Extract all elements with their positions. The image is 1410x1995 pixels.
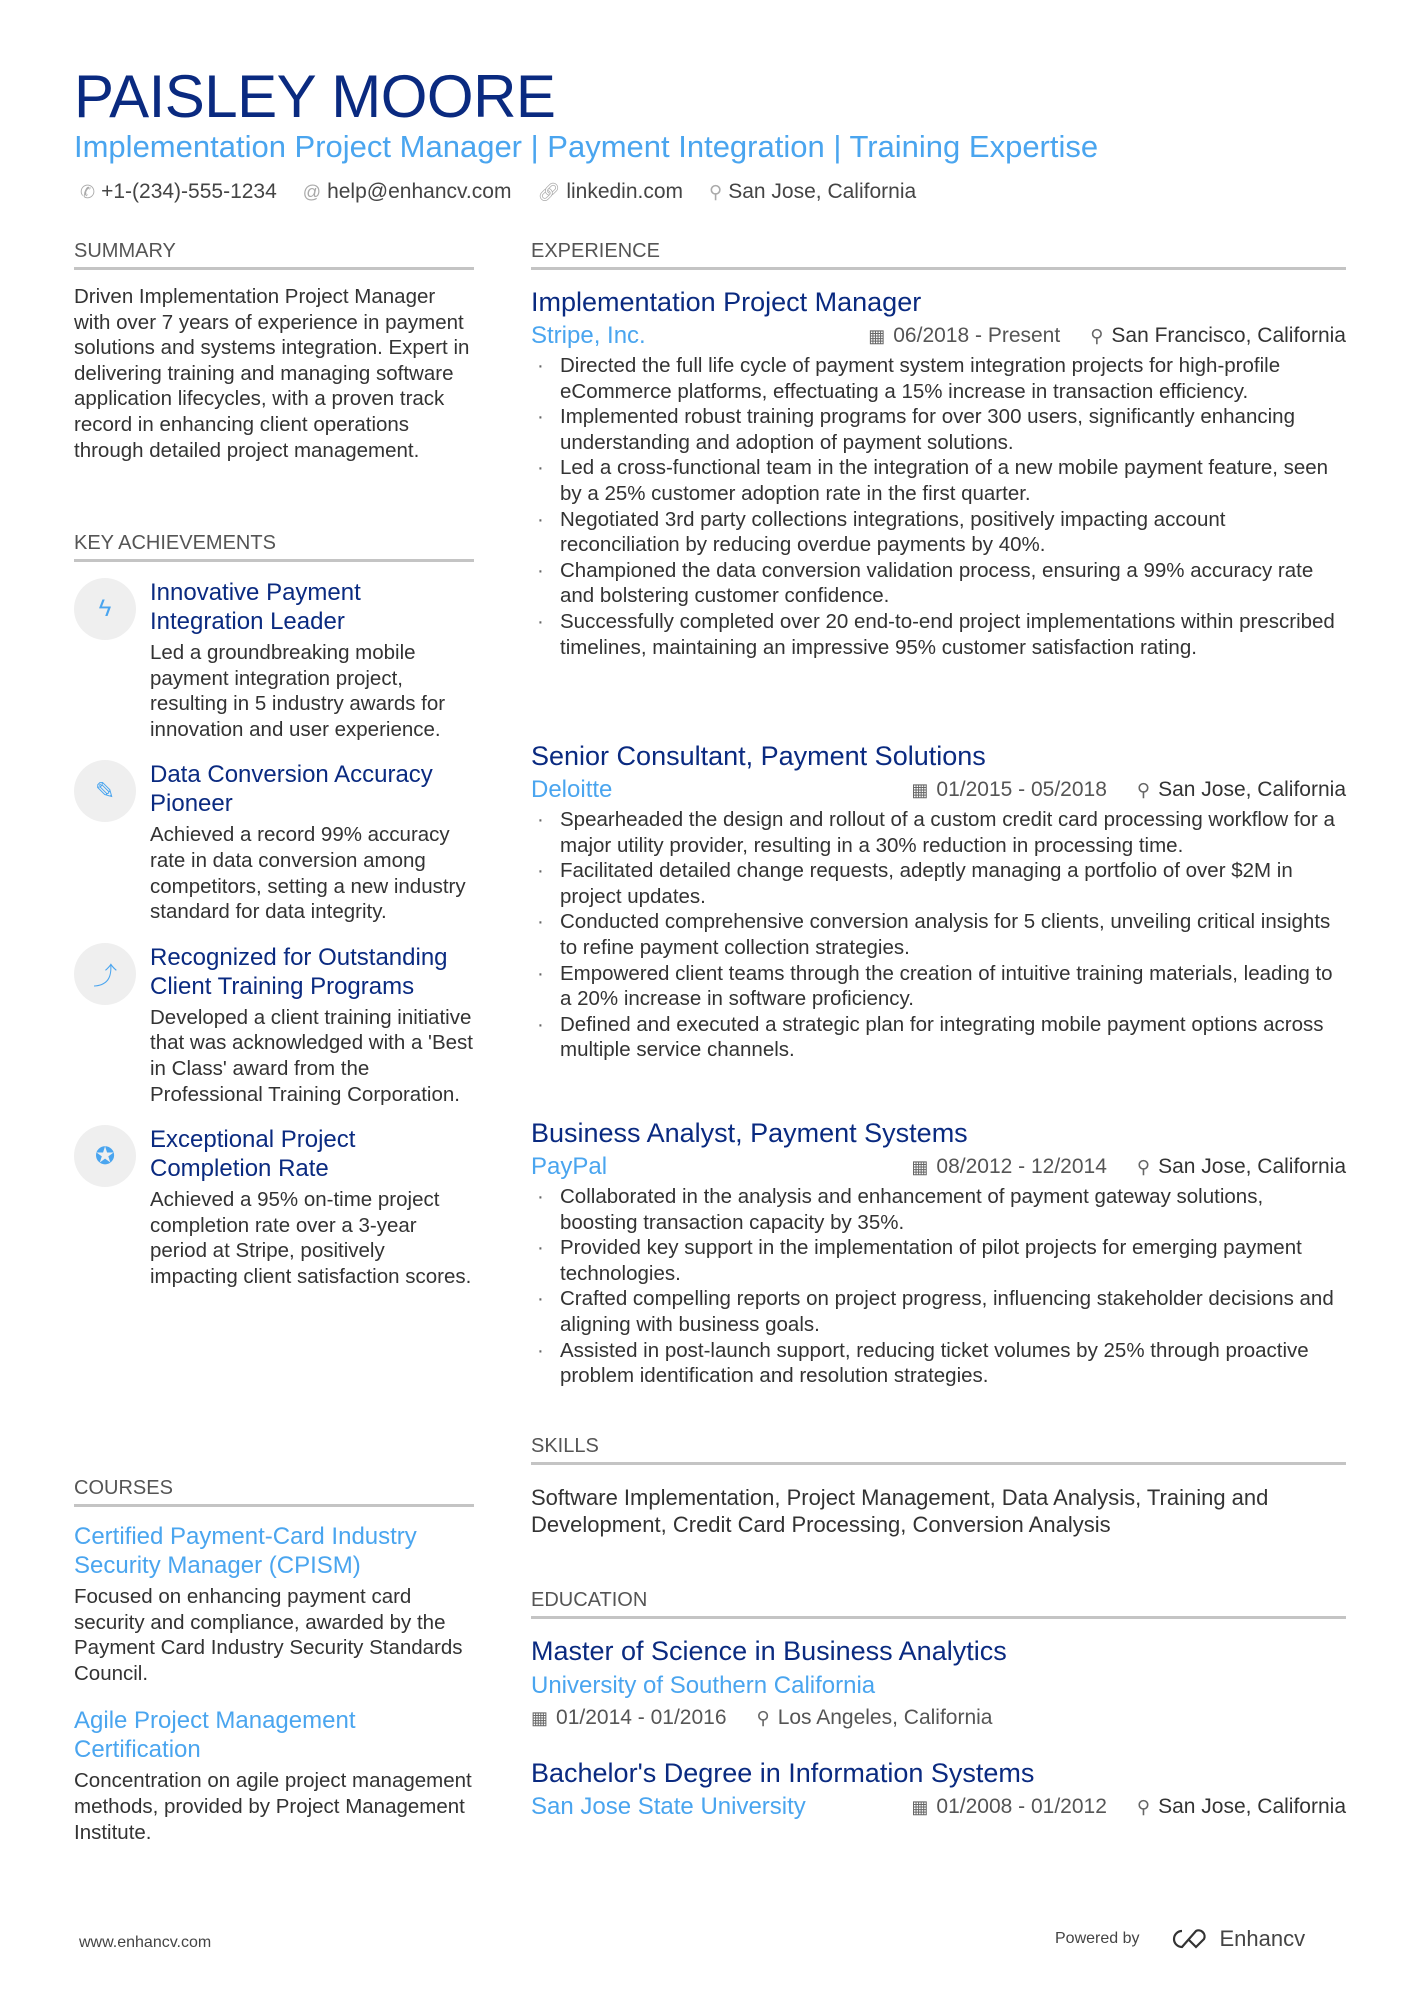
achievement-item: ✎ Data Conversion Accuracy Pioneer Achieved a record 99% accuracy rate in data conversion among competitors, setting a new industry standard for data integrity. — [74, 760, 474, 924]
enhancv-logo[interactable]: Enhancv — [1166, 1926, 1306, 1952]
courses-heading: COURSES — [74, 1475, 474, 1507]
job-bullets: · Spearheaded the design and rollout of a custom credit card processing workflow for a major utility provider, resulting in a 30% reduction in processing time. · Facilitated detailed change requests, adeptly managing a portfolio of over $2M in project updates. · Conducted comprehensive conversion analysis for 5 clients, unveiling critical insights to refine payment collection strategies. · Empowered client teams through the creation of intuitive training materials, leading to a 20% increase in software proficiency. · Defined and executed a strategic plan for integrating mobile payment options across multiple service channels. — [531, 807, 1346, 1063]
contact-location: ⚲ San Jose, California — [709, 180, 917, 203]
headline: Implementation Project Manager | Payment Integration | Training Expertise — [74, 129, 1099, 164]
footer-website[interactable]: www.enhancv.com — [79, 1934, 212, 1951]
achievements-list — [74, 578, 474, 1290]
course-item: Certified Payment-Card Industry Security Manager (CPISM) Focused on enhancing payment card security and compliance, awarded by the Payment Card Industry Security Standards Council. — [74, 1523, 463, 1685]
contact-email[interactable]: @ help@enhancv.com — [302, 180, 512, 203]
calendar-icon: ▦ — [911, 1797, 929, 1817]
footer-branding — [1055, 1926, 1305, 1952]
magic-wand-icon: ✎ — [74, 760, 136, 822]
contact-bar — [80, 178, 916, 206]
achievement-item: ✪ Exceptional Project Completion Rate Achieved a 95% on-time project completion rate over a 3-year period at Stripe, positively impacting client satisfaction scores. — [74, 1125, 474, 1289]
school-name: University of Southern California — [531, 1672, 876, 1699]
location-icon: ⚲ — [709, 182, 723, 202]
job-entry: Business Analyst, Payment Systems PayPal ▦ 08/2012 - 12/2014 ⚲ San Jose, California · Collaborated in the analysis and enhancement of payment gateway solutions, boosting transaction capacity by 35%. · Provided key support in the implementation of pilot projects for emerging payment technologies. · Crafted compelling reports on project progress, influencing stakeholder decisions and aligning with business goals. · Assisted in post-launch support, reducing ticket volumes by 25% through proactive problem identification and resolution strategies. — [531, 1116, 1346, 1389]
skills-text: Software Implementation, Project Management, Data Analysis, Training and Development, Credit Card Processing, Conversion Analysis — [531, 1485, 1269, 1537]
location-icon: ⚲ — [1136, 780, 1151, 800]
job-entry: Senior Consultant, Payment Solutions Deloitte ▦ 01/2015 - 05/2018 ⚲ San Jose, California · Spearheaded the design and rollout of a custom credit card processing workflow for a major utility provider, resulting in a 30% reduction in processing time. · Facilitated detailed change requests, adeptly managing a portfolio of over $2M in project updates. · Conducted comprehensive conversion analysis for 5 clients, unveiling critical insights to refine payment collection strategies. · Empowered client teams through the creation of intuitive training materials, leading to a 20% increase in software proficiency. · Defined and executed a strategic plan for integrating mobile payment options across multiple service channels. — [531, 739, 1346, 1063]
calendar-icon: ▦ — [911, 780, 929, 800]
achievements-heading: KEY ACHIEVEMENTS — [74, 530, 474, 562]
school-name: San Jose State University — [531, 1793, 806, 1820]
location-icon: ⚲ — [1136, 1157, 1151, 1177]
award-icon: ✪ — [74, 1125, 136, 1187]
summary-heading: SUMMARY — [74, 238, 474, 270]
achievement-item: ϟ Innovative Payment Integration Leader Led a groundbreaking mobile payment integration project, resulting in 5 industry awards for innovation and user experience. — [74, 578, 474, 742]
course-item: Agile Project Management Certification Concentration on agile project management methods, provided by Project Management Institute. — [74, 1707, 472, 1844]
candidate-name: PAISLEY MOORE — [74, 63, 556, 130]
education-heading: EDUCATION — [531, 1587, 1346, 1619]
location-icon: ⚲ — [1136, 1797, 1151, 1817]
calendar-icon: ▦ — [531, 1708, 549, 1728]
calendar-icon: ▦ — [868, 326, 886, 346]
contact-linkedin[interactable]: 🔗︎ linkedin.com — [537, 180, 684, 203]
contact-phone: ✆ +1-(234)-555-1234 — [80, 180, 277, 203]
job-bullets: · Directed the full life cycle of payment system integration projects for high-profile eCommerce platforms, effectuating a 15% increase in transaction efficiency. · Implemented robust training programs for over 300 users, significantly enhancing understanding and adoption of payment solutions. · Led a cross-functional team in the integration of a new mobile payment feature, seen by a 25% customer adoption rate in the first quarter. · Negotiated 3rd party collections integrations, positively impacting account reconciliation by reducing overdue payments by 40%. · Championed the data conversion validation process, ensuring a 99% accuracy rate and bolstering customer confidence. · Successfully completed over 20 end-to-end project implementations within prescribed timelines, maintaining an impressive 95% customer satisfaction rating. — [531, 353, 1346, 660]
phone-icon: ✆ — [80, 182, 96, 202]
location-icon: ⚲ — [1090, 326, 1104, 346]
enhancv-logo-icon — [1166, 1927, 1210, 1951]
courses-list — [74, 1522, 474, 1845]
company-name: Deloitte — [531, 776, 613, 803]
company-name: Stripe, Inc. — [531, 322, 646, 349]
job-entry: Implementation Project Manager Stripe, Inc. ▦ 06/2018 - Present ⚲ San Francisco, California · Directed the full life cycle of payment system integration projects for high-profile eCommerce platforms, effectuating a 15% increase in transaction efficiency. · Implemented robust training programs for over 300 users, significantly enhancing understanding and adoption of payment solutions. · Led a cross-functional team in the integration of a new mobile payment feature, seen by a 25% customer adoption rate in the first quarter. · Negotiated 3rd party collections integrations, positively impacting account reconciliation by reducing overdue payments by 40%. · Championed the data conversion validation process, ensuring a 99% accuracy rate and bolstering customer confidence. · Successfully completed over 20 end-to-end project implementations within prescribed timelines, maintaining an impressive 95% customer satisfaction rating. — [531, 285, 1346, 660]
link-icon: 🔗︎ — [537, 182, 561, 202]
achievement-item: ⤴ Recognized for Outstanding Client Training Programs Developed a client training initiative that was acknowledged with a 'Best in Class' award from the Professional Training Corporation. — [74, 943, 474, 1107]
experience-heading: EXPERIENCE — [531, 238, 1346, 270]
skills-heading: SKILLS — [531, 1433, 1346, 1465]
bolt-icon: ϟ — [74, 578, 136, 640]
education-entry: Bachelor's Degree in Information Systems San Jose State University ▦ 01/2008 - 01/2012 ⚲ San Jose, California — [531, 1756, 1346, 1824]
calendar-icon: ▦ — [911, 1157, 929, 1177]
education-entry: Master of Science in Business Analytics University of Southern California ▦ 01/2014 - 01/2016 ⚲ Los Angeles, California — [531, 1634, 1346, 1732]
summary-text: Driven Implementation Project Manager with over 7 years of experience in payment solutions and systems integration. Expert in delivering training and managing software application lifecycles, with a proven track record in enhancing client operations through detailed project management. — [74, 285, 470, 462]
powered-by-label: Powered by — [1055, 1930, 1140, 1947]
job-bullets: · Collaborated in the analysis and enhancement of payment gateway solutions, boosting transaction capacity by 35%. · Provided key support in the implementation of pilot projects for emerging payment technologies. · Crafted compelling reports on project progress, influencing stakeholder decisions and aligning with business goals. · Assisted in post-launch support, reducing ticket volumes by 25% through proactive problem identification and resolution strategies. — [531, 1184, 1346, 1389]
company-name: PayPal — [531, 1153, 608, 1180]
at-icon: @ — [302, 182, 322, 202]
location-icon: ⚲ — [756, 1708, 770, 1728]
strategy-icon: ⤴ — [74, 943, 136, 1005]
